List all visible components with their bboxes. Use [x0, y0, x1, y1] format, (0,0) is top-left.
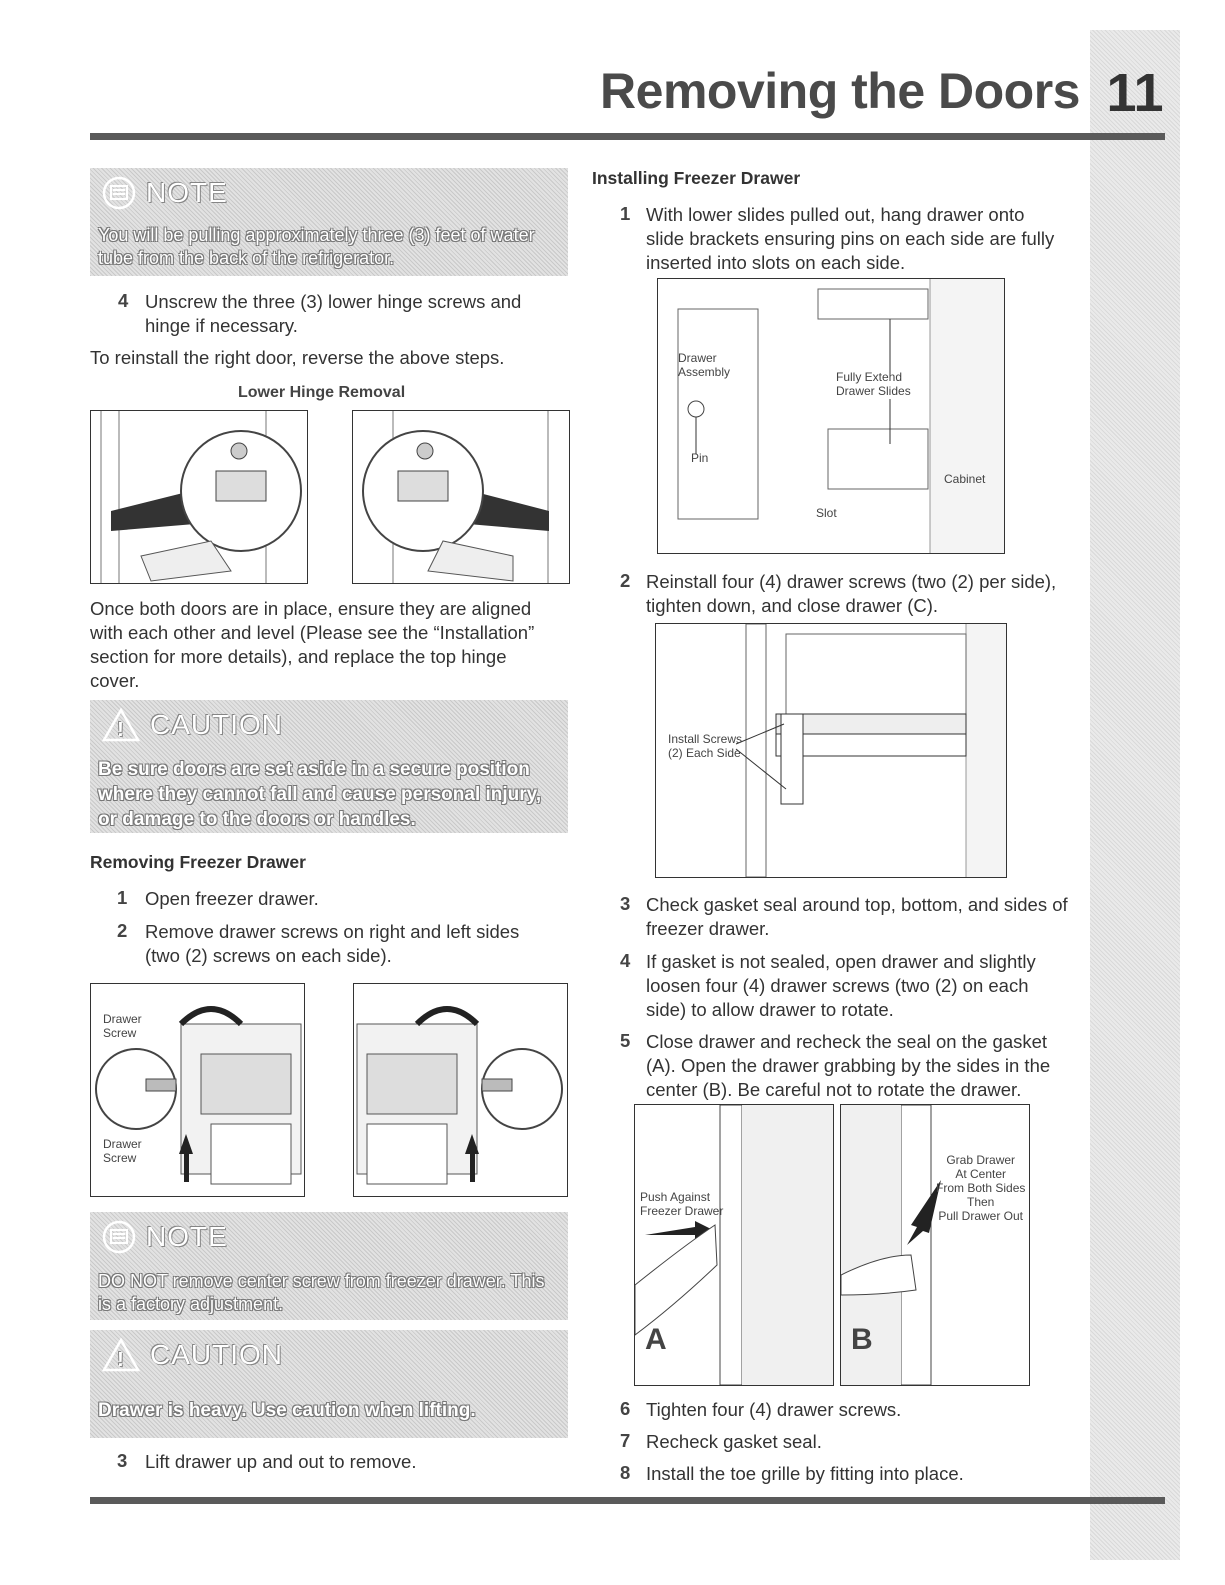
caution-heading: CAUTION: [150, 709, 283, 740]
note-heading: NOTE: [146, 177, 228, 208]
step-number: 8: [620, 1462, 631, 1483]
hinge-figure-left: [90, 410, 308, 584]
page-title: Removing the Doors: [600, 63, 1080, 119]
note-text: You will be pulling approximately three (3) feet of water tube from the back of the refrigerator.: [98, 225, 535, 268]
step-text: Reinstall four (4) drawer screws (two (2) per side), tighten down, and close drawer (C).: [646, 571, 1057, 616]
step-number: 2: [620, 570, 631, 591]
caution-box: [90, 1330, 568, 1438]
caution-text: Be sure doors are set aside in a secure position where they cannot fall and cause personal injury, or damage to the doors or handles.: [98, 759, 542, 830]
note-box: [90, 168, 568, 276]
warning-icon: [102, 708, 140, 742]
aligned-text: Once both doors are in place, ensure they are aligned with each other and level (Please see the “Installation” section for more details), and replace the top hinge cover.: [90, 598, 535, 691]
seal-figure-a: [634, 1104, 834, 1386]
step-number: 4: [620, 950, 631, 971]
step-number: 3: [620, 893, 631, 914]
step-number: 7: [620, 1430, 631, 1451]
step-number: 1: [117, 887, 128, 908]
section-heading: Removing Freezer Drawer: [90, 852, 306, 872]
step-number: 5: [620, 1030, 631, 1051]
warning-icon: [102, 1338, 140, 1372]
drawer-screw-label: Drawer Screw: [103, 1137, 142, 1165]
install-figure: [657, 278, 1005, 554]
step-text: Unscrew the three (3) lower hinge screws and hinge if necessary.: [145, 291, 522, 336]
drawer-figure-right: [353, 983, 568, 1197]
step-text: Tighten four (4) drawer screws.: [646, 1399, 902, 1420]
step-number: 6: [620, 1398, 631, 1419]
step-text: Open freezer drawer.: [145, 888, 319, 909]
step-number: 1: [620, 203, 631, 224]
step-number: 2: [117, 920, 128, 941]
step-text: Check gasket seal around top, bottom, and sides of freezer drawer.: [646, 894, 1068, 939]
step-number: 4: [118, 290, 129, 311]
step-text: With lower slides pulled out, hang drawer onto slide brackets ensuring pins on each side are fully inserted into slots on each side.: [646, 204, 1055, 273]
svg-text:!: !: [117, 719, 125, 741]
bottom-rule: [90, 1497, 1165, 1504]
caution-heading: CAUTION: [150, 1339, 283, 1370]
note-icon: [102, 176, 136, 210]
note-box: [90, 1212, 568, 1320]
install-screws-label: Install Screws (2) Each Side: [668, 732, 743, 760]
step-text: Remove drawer screws on right and left sides (two (2) screws on each side).: [145, 921, 520, 966]
figure-caption: Lower Hinge Removal: [238, 384, 406, 401]
extend-label: Fully Extend Drawer Slides: [836, 370, 911, 398]
step-text: Close drawer and recheck the seal on the gasket (A). Open the drawer grabbing by the sides in the center (B). Be careful not to rotate the drawer.: [646, 1031, 1051, 1100]
svg-text:!: !: [117, 1349, 125, 1371]
top-rule: [90, 133, 1165, 140]
figure-letter: A: [645, 1323, 667, 1356]
pin-label: Pin: [691, 451, 709, 465]
reinstall-text: To reinstall the right door, reverse the above steps.: [90, 347, 505, 368]
step-text: Lift drawer up and out to remove.: [145, 1451, 417, 1472]
note-text: DO NOT remove center screw from freezer drawer. This is a factory adjustment.: [98, 1271, 545, 1314]
step-text: Recheck gasket seal.: [646, 1431, 822, 1452]
page-edge-strip: [1090, 30, 1180, 1560]
drawer-figure-left: [90, 983, 305, 1197]
step-text: If gasket is not sealed, open drawer and slightly loosen four (4) drawer screws (two (2) on each side) to allow drawer to rotate.: [646, 951, 1036, 1020]
note-heading: NOTE: [146, 1221, 228, 1252]
cabinet-label: Cabinet: [944, 472, 986, 486]
grab-label: Grab Drawer At Center From Both Sides Then Pull Drawer Out: [936, 1153, 1026, 1223]
page-number: 11: [1106, 63, 1164, 123]
note-icon: [102, 1220, 136, 1254]
step-number: 3: [117, 1450, 128, 1471]
caution-text: Drawer is heavy. Use caution when lifting.: [98, 1400, 476, 1421]
step-text: Install the toe grille by fitting into place.: [646, 1463, 964, 1484]
slot-label: Slot: [816, 506, 837, 520]
seal-figure-b: [840, 1104, 1030, 1386]
hinge-figure-right: [352, 410, 570, 584]
figure-letter: B: [851, 1323, 873, 1356]
screws-figure: [655, 623, 1007, 878]
caution-box: [90, 700, 568, 833]
push-label: Push Against Freezer Drawer: [640, 1190, 724, 1218]
drawer-assembly-label: Drawer Assembly: [678, 351, 731, 379]
drawer-screw-label: Drawer Screw: [103, 1012, 142, 1040]
section-heading: Installing Freezer Drawer: [592, 168, 801, 188]
